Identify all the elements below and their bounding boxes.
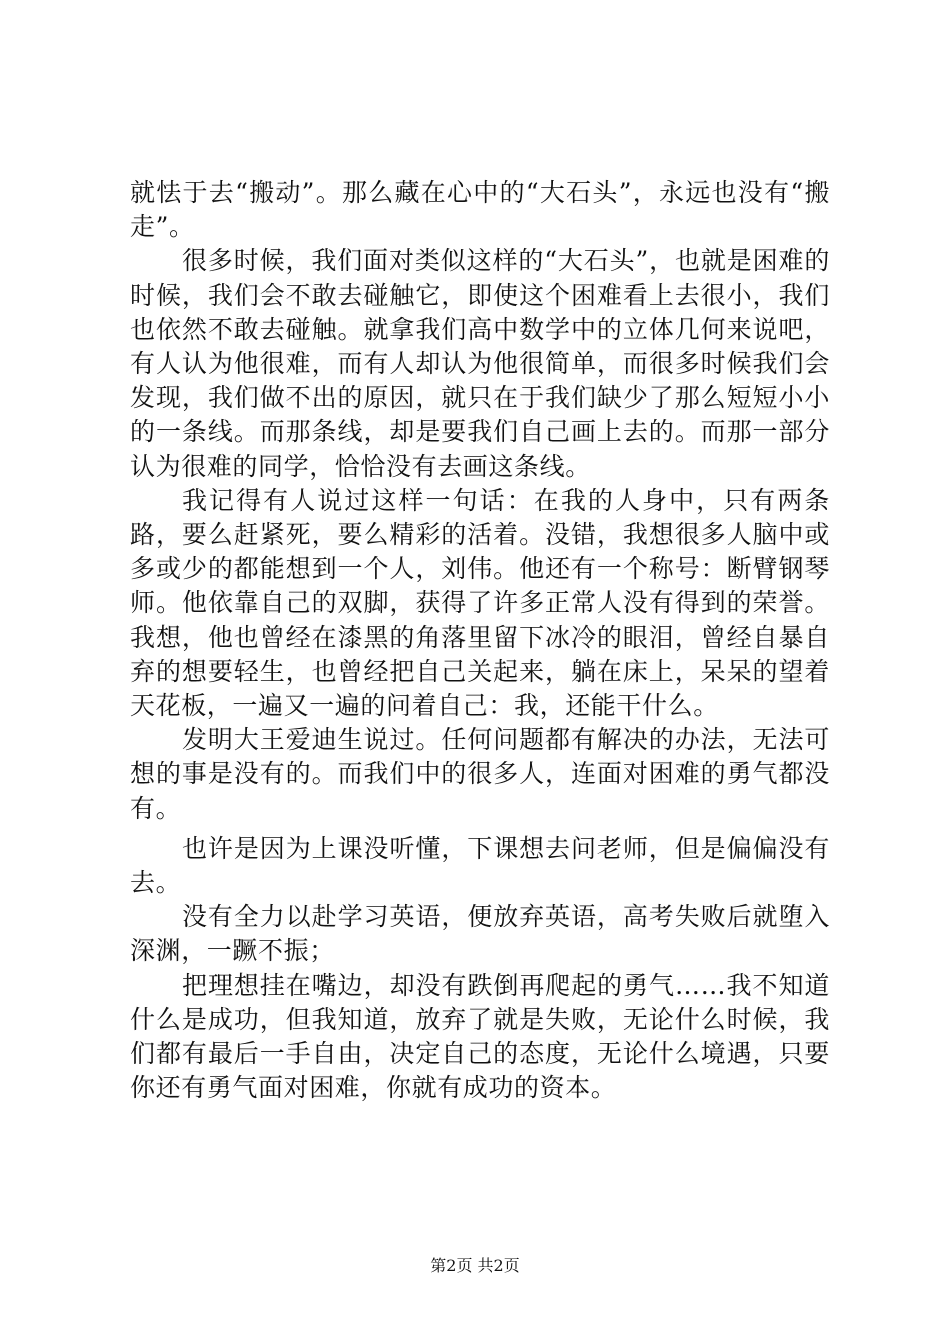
paragraph-7: 把理想挂在嘴边，却没有跌倒再爬起的勇气……我不知道什么是成功，但我知道，放弃了就是失败，无论什么时候，我们都有最后一手自由，决定自己的态度，无论什么境遇，只要你还有勇气面对困难，你就有成功的资本。: [130, 970, 830, 1103]
paragraph-1: 就怯于去“搬动”。那么藏在心中的“大石头”，永远也没有“搬走”。: [130, 178, 830, 242]
paragraph-6: 没有全力以赴学习英语，便放弃英语，高考失败后就堕入深渊，一蹶不振；: [130, 902, 830, 966]
paragraph-3: 我记得有人说过这样一句话：在我的人身中，只有两条路，要么赶紧死，要么精彩的活着。没错，我想很多人脑中或多或少的都能想到一个人，刘伟。他还有一个称号：断臂钢琴师。他依靠自己的双脚，获得了许多正常人没有得到的荣誉。我想，他也曾经在漆黑的角落里留下冰冷的眼泪，曾经自暴自弃的想要轻生，也曾经把自己关起来，躺在床上，呆呆的望着天花板，一遍又一遍的问着自己：我，还能干什么。: [130, 485, 830, 721]
document-body: [130, 176, 830, 1105]
paragraph-5: 也许是因为上课没听懂，下课想去问老师，但是偏偏没有去。: [130, 833, 830, 898]
paragraph-4: 发明大王爱迪生说过。任何问题都有解决的办法，无法可想的事是没有的。而我们中的很多人，连面对困难的勇气都没有。: [130, 725, 830, 823]
page-footer: [0, 1256, 950, 1276]
paragraph-2: 很多时候，我们面对类似这样的“大石头”，也就是困难的时候，我们会不敢去碰触它，即使这个困难看上去很小，我们也依然不敢去碰触。就拿我们高中数学中的立体几何来说吧，有人认为他很难，而有人却认为他很简单，而很多时候我们会发现，我们做不出的原因，就只在于我们缺少了那么短短小小的一条线。而那条线，却是要我们自己画上去的。而那一部分认为很难的同学，恰恰没有去画这条线。: [130, 246, 830, 481]
page-number-label: 第2页 共2页: [430, 1256, 520, 1275]
